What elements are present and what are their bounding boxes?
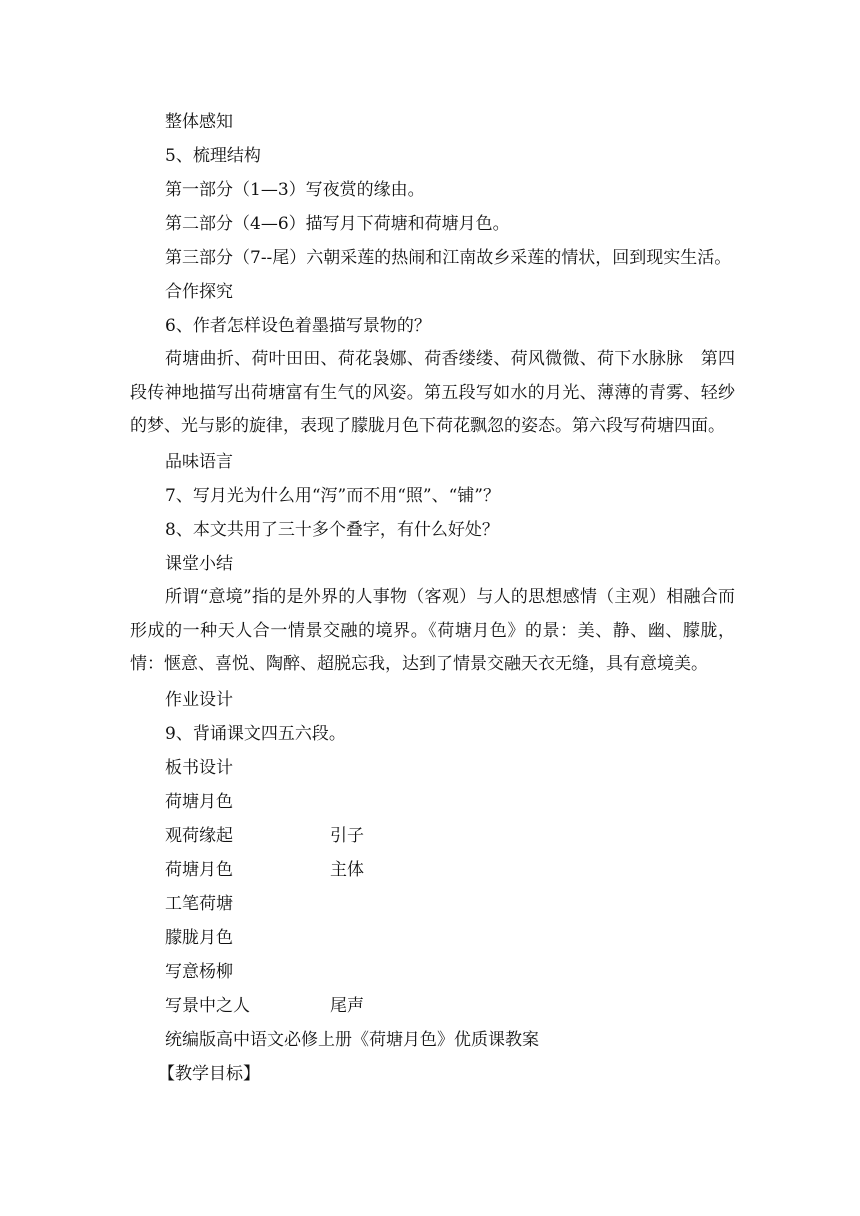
heading-cooperative-inquiry: 合作探究 [165, 282, 233, 302]
heading-board-design: 板书设计 [165, 758, 233, 778]
structure-part-1: 第一部分（1—3）写夜赏的缘由。 [165, 180, 425, 200]
board-row-5: 写意杨柳 [165, 962, 233, 982]
board-row-4: 朦胧月色 [165, 928, 233, 948]
question-9: 9、背诵课文四五六段。 [165, 724, 346, 744]
question-6: 6、作者怎样设色着墨描写景物的？ [165, 316, 431, 336]
board-row-1-right: 引子 [330, 826, 364, 846]
structure-part-3: 第三部分（7--尾）六朝采莲的热闹和江南故乡采莲的情状，回到现实生活。 [165, 248, 732, 268]
next-document-title: 统编版高中语文必修上册《荷塘月色》优质课教案 [165, 1030, 539, 1050]
structure-part-2: 第二部分（4—6）描写月下荷塘和荷塘月色。 [165, 214, 510, 234]
heading-homework-design: 作业设计 [165, 690, 233, 710]
heading-teaching-goals: 【教学目标】 [158, 1064, 260, 1084]
question-6-answer: 荷塘曲折、荷叶田田、荷花袅娜、荷香缕缕、荷风微微、荷下水脉脉 第四段传神地描写出荷塘富有生气的风姿。第五段写如水的月光、薄薄的青雾、轻纱的梦、光与影的旋律，表现了朦胧月色下荷花飘忽的姿态。第六段写荷塘四面。 [130, 349, 735, 437]
question-7: 7、写月光为什么用“泻”而不用“照”、“铺”？ [165, 486, 500, 506]
board-row-1-left: 观荷缘起 [165, 826, 233, 846]
board-row-3: 工笔荷塘 [165, 894, 233, 914]
heading-overall-perception: 整体感知 [165, 112, 233, 132]
heading-savor-language: 品味语言 [165, 452, 233, 472]
board-row-2-left: 荷塘月色 [165, 860, 233, 880]
board-title: 荷塘月色 [165, 792, 233, 812]
board-row-6-right: 尾声 [330, 996, 364, 1016]
class-summary-text: 所谓“意境”指的是外界的人事物（客观）与人的思想感情（主观）相融合而形成的一种天人合一情景交融的境界。《荷塘月色》的景：美、静、幽、朦胧，情：惬意、喜悦、陶醉、超脱忘我，达到了情景交融天衣无缝，具有意境美。 [130, 587, 735, 675]
board-row-2-right: 主体 [330, 860, 364, 880]
board-row-6-left: 写景中之人 [165, 996, 250, 1016]
question-5: 5、梳理结构 [165, 146, 261, 166]
heading-class-summary: 课堂小结 [165, 554, 233, 574]
question-8: 8、本文共用了三十多个叠字，有什么好处？ [165, 520, 499, 540]
